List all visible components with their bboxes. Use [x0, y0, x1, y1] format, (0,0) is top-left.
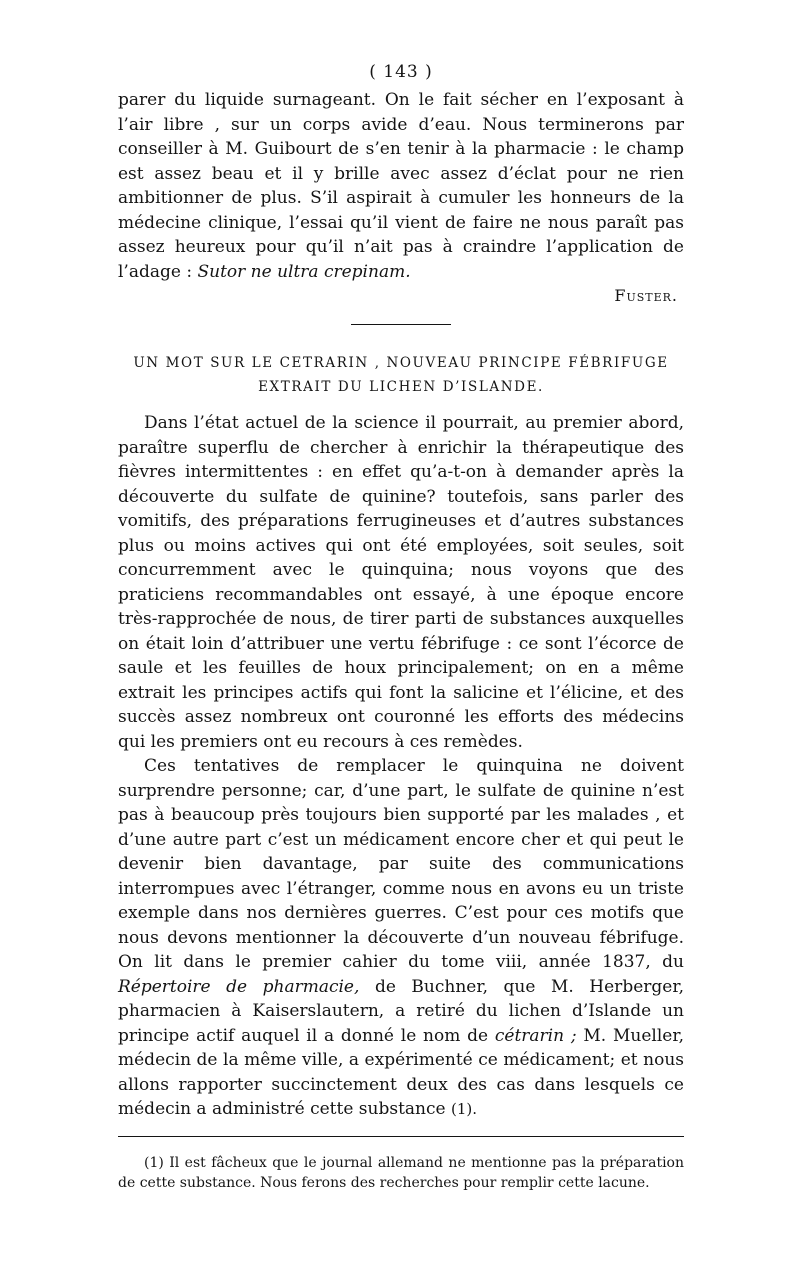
body-paragraph-2: [118, 754, 684, 1122]
footnote: (1) Il est fâcheux que le journal allemand ne mentionne pas la préparation de cette substance. Nous ferons des recherches pour remplir cette lacune.: [118, 1154, 684, 1191]
journal-title: Répertoire de pharmacie,: [118, 976, 360, 997]
paragraph-2-text-c: M. Mueller, médecin de la même ville, a expérimenté ce médicament; et nous allons rapporter succinctement deux des cas dans lesquels ce médecin a administré cette substance: [118, 1025, 684, 1119]
cetrarin-term: cétrarin ;: [494, 1025, 577, 1046]
document-page: [118, 62, 684, 1193]
footnote-reference: (1).: [450, 1100, 477, 1118]
section-divider: [351, 324, 451, 325]
paragraph-2-text-b: de Buchner, que M. Herberger, pharmacien à Kaiserslautern, a retiré du lichen d’Islande un principe actif auquel il a donné le nom de: [118, 976, 684, 1046]
paragraph-2-text-a: Ces tentatives de remplacer le quinquina ne doivent surprendre personne; car, d’une part, le sulfate de quinine n’est pas à beaucoup près toujours bien supporté par les malades , et d’une autre part c’est un médicament encore cher et qui peut le devenir bien davantage, par suite des communications interrompues avec l’étranger, comme nous en avons eu un triste exemple dans nos dernières guerres. C’est pour ces motifs que nous devons mentionner la découverte d’un nouveau fébrifuge. On lit dans le premier cahier du tome viii, année 1837, du: [118, 756, 684, 972]
footnote-separator: [118, 1136, 684, 1137]
latin-adage: Sutor ne ultra crepinam.: [197, 261, 411, 282]
intro-paragraph: [118, 88, 684, 284]
article-title-line-1: UN MOT SUR LE CETRARIN , NOUVEAU PRINCIPE FÉBRIFUGE: [133, 355, 669, 371]
body-paragraph-1: Dans l’état actuel de la science il pourrait, au premier abord, paraître superflu de chercher à enrichir la thérapeutique des fièvres intermittentes : en effet qu’a-t-on à demander après la découverte du sulfate de quinine? toutefois, sans parler des vomitifs, des préparations ferrugineuses et d’autres substances plus ou moins actives qui ont été employées, soit seules, soit concurremment avec le quinquina; nous voyons que des praticiens recommandables ont essayé, à une époque encore très-rapprochée de nous, de tirer parti de substances auxquelles on était loin d’attribuer une vertu fébrifuge : ce sont l’écorce de saule et les feuilles de houx principalement; on en a même extrait les principes actifs qui font la salicine et l’élicine, et des succès assez nombreux ont couronné les efforts des médecins qui les premiers ont eu recours à ces remèdes.: [118, 413, 684, 752]
article-title-line-2: EXTRAIT DU LICHEN D’ISLANDE.: [258, 379, 544, 395]
author-signature: Fuster.: [614, 286, 678, 305]
intro-text: parer du liquide surnageant. On le fait sécher en l’exposant à l’air libre , sur un corps avide d’eau. Nous terminerons par conseiller à M. Guibourt de s’en tenir à la pharmacie : le champ est assez beau et il y brille avec assez d’éclat pour ne rien ambitionner de plus. S’il aspirait à cumuler les honneurs de la médecine clinique, l’essai qu’il vient de faire ne nous paraît pas assez heureux pour qu’il n’ait pas à craindre l’application de l’adage :: [118, 90, 684, 282]
article-title: [118, 351, 684, 399]
page-number: ( 143 ): [369, 62, 433, 82]
